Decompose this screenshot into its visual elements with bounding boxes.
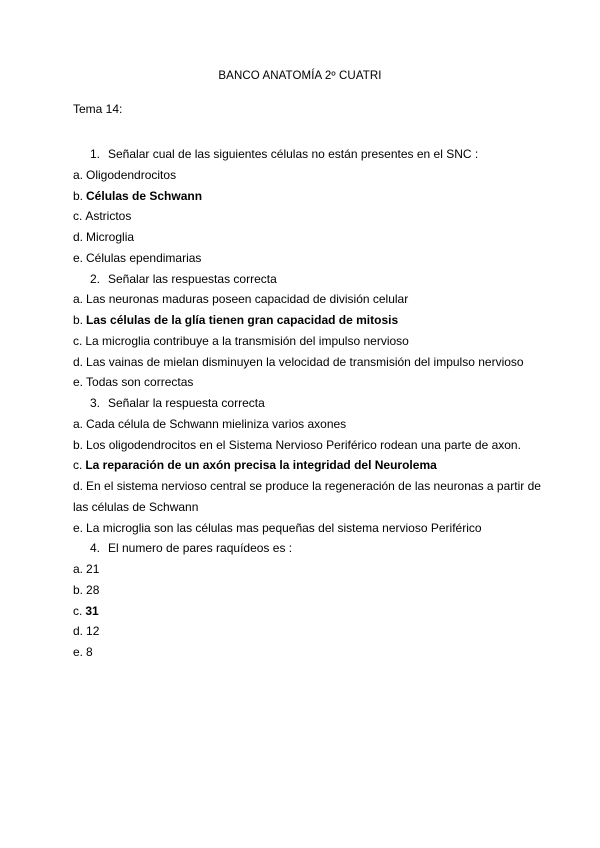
question-text: Señalar las respuestas correcta <box>108 271 277 286</box>
option-letter: e. <box>73 250 84 265</box>
option-letter: b. <box>73 582 84 597</box>
option-3a <box>73 414 543 435</box>
question-number: 2. <box>90 271 101 286</box>
option-letter: d. <box>73 624 84 639</box>
correct-option-text: La reparación de un axón precisa la integridad del Neurolema <box>85 458 437 473</box>
option-text: 21 <box>86 562 100 576</box>
option-letter: b. <box>73 437 84 452</box>
option-3b <box>73 435 543 456</box>
option-text: Oligodendrocitos <box>86 167 177 182</box>
option-letter: e. <box>73 645 84 659</box>
option-text: Microglia <box>86 230 135 244</box>
option-3e <box>73 518 543 539</box>
option-text: En el sistema nervioso central se produce la regeneración de las neuronas a partir de las células de Schwann <box>73 479 541 514</box>
option-text: 12 <box>86 624 100 639</box>
option-text: 8 <box>86 645 93 659</box>
option-text: Todas son correctas <box>86 375 194 390</box>
option-letter: e. <box>73 375 84 390</box>
question-3 <box>73 393 543 414</box>
question-1 <box>73 144 543 165</box>
option-text: Cada célula de Schwann mieliniza varios axones <box>86 416 347 431</box>
option-text: La microglia contribuye a la transmisión del impulso nervioso <box>85 333 409 348</box>
correct-option-text: 31 <box>85 603 99 618</box>
question-text: El numero de pares raquídeos es : <box>108 541 293 556</box>
correct-option-text: Células de Schwann <box>86 188 203 203</box>
question-number: 1. <box>90 147 101 161</box>
document-title: BANCO ANATOMÍA 2º CUATRI <box>218 70 382 82</box>
option-text: La microglia son las células mas pequeñas del sistema nervioso Periférico <box>86 520 482 535</box>
option-text: Las neuronas maduras poseen capacidad de división celular <box>86 292 409 307</box>
option-3c <box>73 455 543 476</box>
option-2d <box>73 352 543 373</box>
question-text: Señalar cual de las siguientes células no están presentes en el SNC : <box>108 147 479 161</box>
option-4a <box>73 559 543 580</box>
option-letter: c. <box>73 458 83 473</box>
option-1e <box>73 248 543 269</box>
question-list <box>73 144 543 663</box>
option-letter: c. <box>73 603 83 618</box>
option-letter: a. <box>73 562 84 576</box>
option-2e <box>73 372 543 393</box>
option-3d <box>73 476 543 518</box>
option-letter: a. <box>73 167 84 182</box>
option-1c <box>73 206 543 227</box>
option-letter: d. <box>73 479 84 493</box>
option-2a <box>73 289 543 310</box>
option-4b <box>73 580 543 601</box>
option-text: 28 <box>86 582 100 597</box>
option-text: Los oligodendrocitos en el Sistema Nervioso Periférico rodean una parte de axon. <box>86 437 521 452</box>
option-text: Las vainas de mielan disminuyen la velocidad de transmisión del impulso nervioso <box>86 354 524 369</box>
option-1b <box>73 186 543 207</box>
option-letter: b. <box>73 188 84 203</box>
question-number: 3. <box>90 396 101 410</box>
option-1a <box>73 165 543 186</box>
question-text: Señalar la respuesta correcta <box>108 396 265 410</box>
option-2c <box>73 331 543 352</box>
option-letter: d. <box>73 230 84 244</box>
option-1d <box>73 227 543 248</box>
question-number: 4. <box>90 541 101 556</box>
option-letter: d. <box>73 354 84 369</box>
option-text: Astrictos <box>85 209 132 224</box>
option-4c <box>73 601 543 622</box>
option-letter: c. <box>73 209 83 224</box>
topic-heading: Tema 14: <box>73 102 123 116</box>
option-letter: a. <box>73 292 84 307</box>
option-letter: a. <box>73 416 84 431</box>
option-4d <box>73 621 543 642</box>
option-letter: b. <box>73 313 84 327</box>
option-letter: e. <box>73 520 84 535</box>
question-4 <box>73 538 543 559</box>
question-2 <box>73 269 543 290</box>
option-4e <box>73 642 543 663</box>
option-2b <box>73 310 543 331</box>
option-letter: c. <box>73 333 83 348</box>
correct-option-text: Las células de la glía tienen gran capacidad de mitosis <box>86 313 399 327</box>
option-text: Células ependimarias <box>86 250 202 265</box>
